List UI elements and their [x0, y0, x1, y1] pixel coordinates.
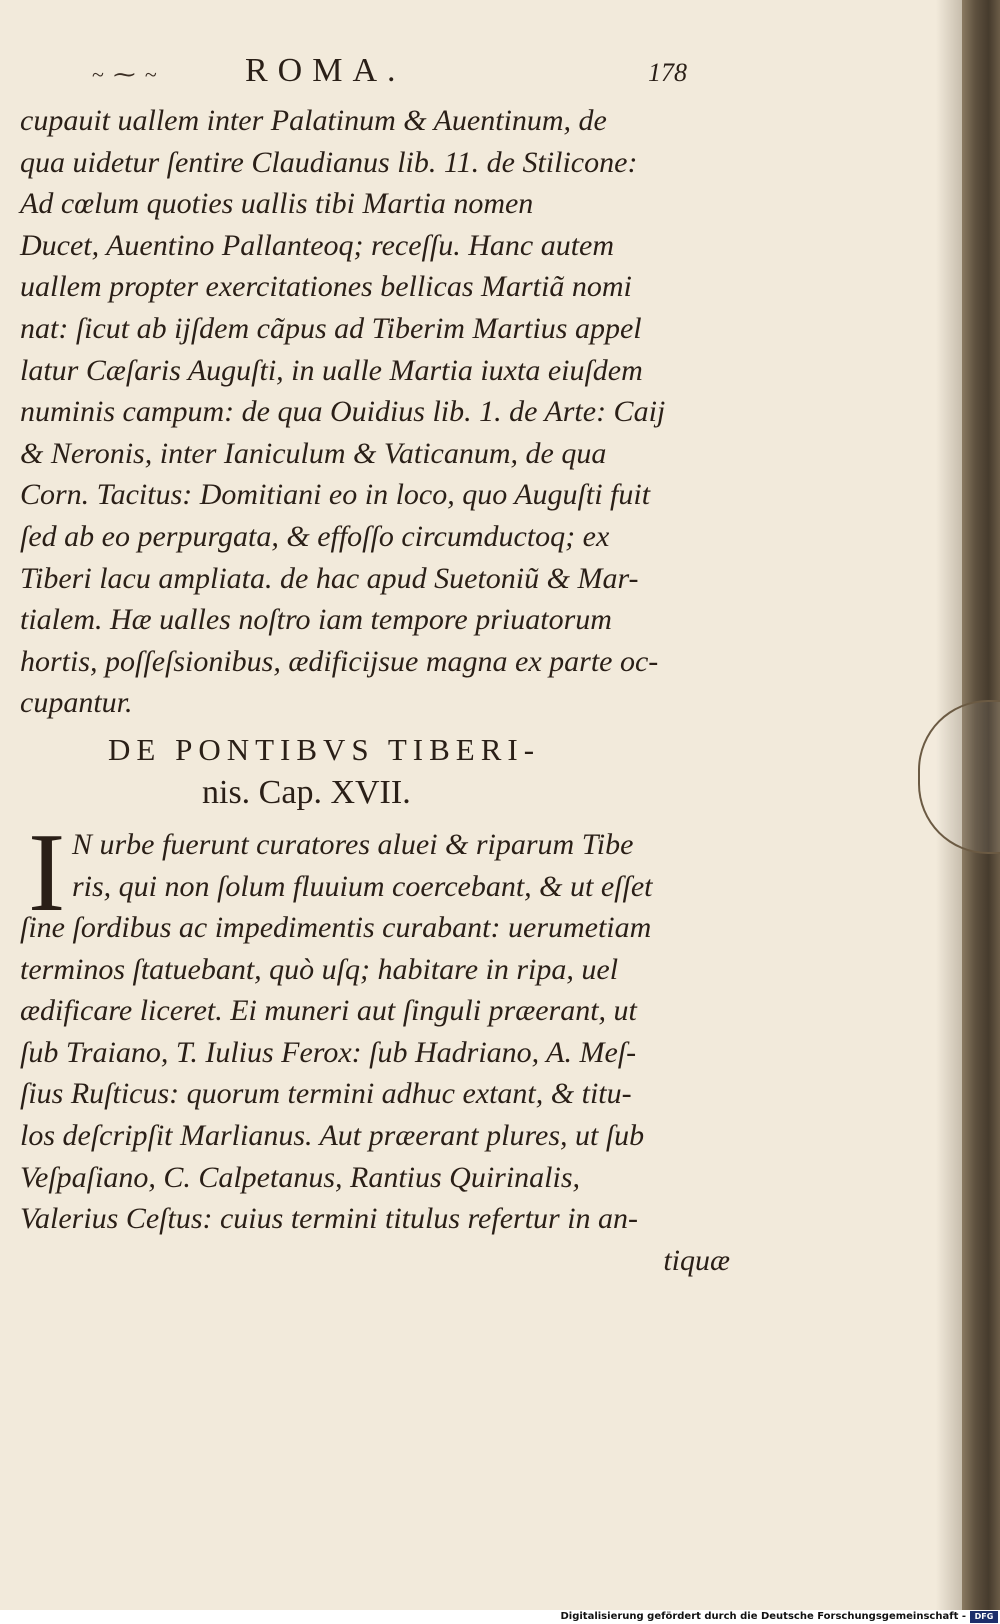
- running-title: ROMA.: [245, 52, 406, 89]
- text-line: Ducet, Auentino Pallanteoq; receſſu. Hanc autem: [20, 228, 615, 262]
- text-line: ſed ab eo perpurgata, & effoſſo circumductoq; ex: [20, 519, 610, 553]
- text-line: cupauit uallem inter Palatinum & Auentinum, de: [20, 104, 607, 137]
- text-line: Ad cœlum quoties uallis tibi Martia nomen: [20, 187, 534, 221]
- text-line: tialem. Hæ ualles noſtro iam tempore priuatorum: [20, 603, 612, 637]
- text-line: cupantur.: [20, 686, 133, 720]
- text-line: ſub Traiano, T. Iulius Ferox: ſub Hadriano, A. Meſ-: [20, 1035, 637, 1069]
- text-line: Valerius Ceſtus: cuius termini titulus refertur in an-: [20, 1202, 639, 1236]
- header-ornament: ~ ⁓ ~: [92, 62, 159, 87]
- text-line: & Neronis, inter Ianiculum & Vaticanum, de qua: [20, 436, 607, 470]
- chapter-title-line-2: nis. Cap. XVII.: [202, 773, 411, 811]
- text-line: Veſpaſiano, C. Calpetanus, Rantius Quirinalis,: [20, 1160, 581, 1194]
- text-line: Corn. Tacitus: Domitiani eo in loco, quo Auguſti fuit: [20, 478, 651, 512]
- chapter-title-line-1: DE PONTIBVS TIBERI-: [108, 731, 541, 767]
- running-head: [20, 52, 740, 100]
- page-text-block: [20, 52, 740, 1281]
- catchword: tiquæ: [663, 1243, 730, 1277]
- text-line: nat: ſicut ab ijſdem cãpus ad Tiberim Martius appel: [20, 311, 642, 345]
- funding-credit: Digitalisierung gefördert durch die Deutsche Forschungsgemeinschaft -: [560, 1611, 966, 1622]
- text-line: N urbe fuerunt curatores aluei & riparum Tibe: [72, 827, 634, 861]
- text-line: numinis campum: de qua Ouidius lib. 1. de Arte: Caij: [20, 395, 666, 429]
- paragraph-1: [20, 100, 740, 724]
- text-line: ædificare liceret. Ei muneri aut ſinguli præerant, ut: [20, 994, 637, 1028]
- text-line: hortis, poſſeſsionibus, ædificijsue magna ex parte oc-: [20, 644, 659, 678]
- dfg-logo: DFG: [970, 1611, 998, 1623]
- chapter-heading: [20, 730, 740, 816]
- footer-bar: [0, 1610, 1000, 1624]
- paragraph-2: [20, 810, 740, 1282]
- text-line: los deſcripſit Marlianus. Aut præerant plures, ut ſub: [20, 1119, 645, 1153]
- page-number: 178: [648, 58, 687, 87]
- text-line: uallem propter exercitationes bellicas Martiã nomi: [20, 270, 632, 304]
- text-line: ſine ſordibus ac impedimentis curabant: uerumetiam: [20, 911, 652, 945]
- text-line: Tiberi lacu ampliata. de hac apud Suetoniũ & Mar-: [20, 561, 639, 595]
- text-line: ſius Ruſticus: quorum termini adhuc extant, & titu-: [20, 1077, 632, 1111]
- text-line: terminos ſtatuebant, quò uſq; habitare in ripa, uel: [20, 952, 619, 986]
- text-line: latur Cæſaris Auguſti, in ualle Martia iuxta eiuſdem: [20, 353, 643, 387]
- text-line: ris, qui non ſolum fluuium coercebant, & ut eſſet: [72, 869, 653, 903]
- drop-cap: I: [28, 810, 66, 935]
- text-line: qua uidetur ſentire Claudianus lib. 11. de Stilicone:: [20, 145, 638, 179]
- page-tab-marker: [918, 700, 1000, 854]
